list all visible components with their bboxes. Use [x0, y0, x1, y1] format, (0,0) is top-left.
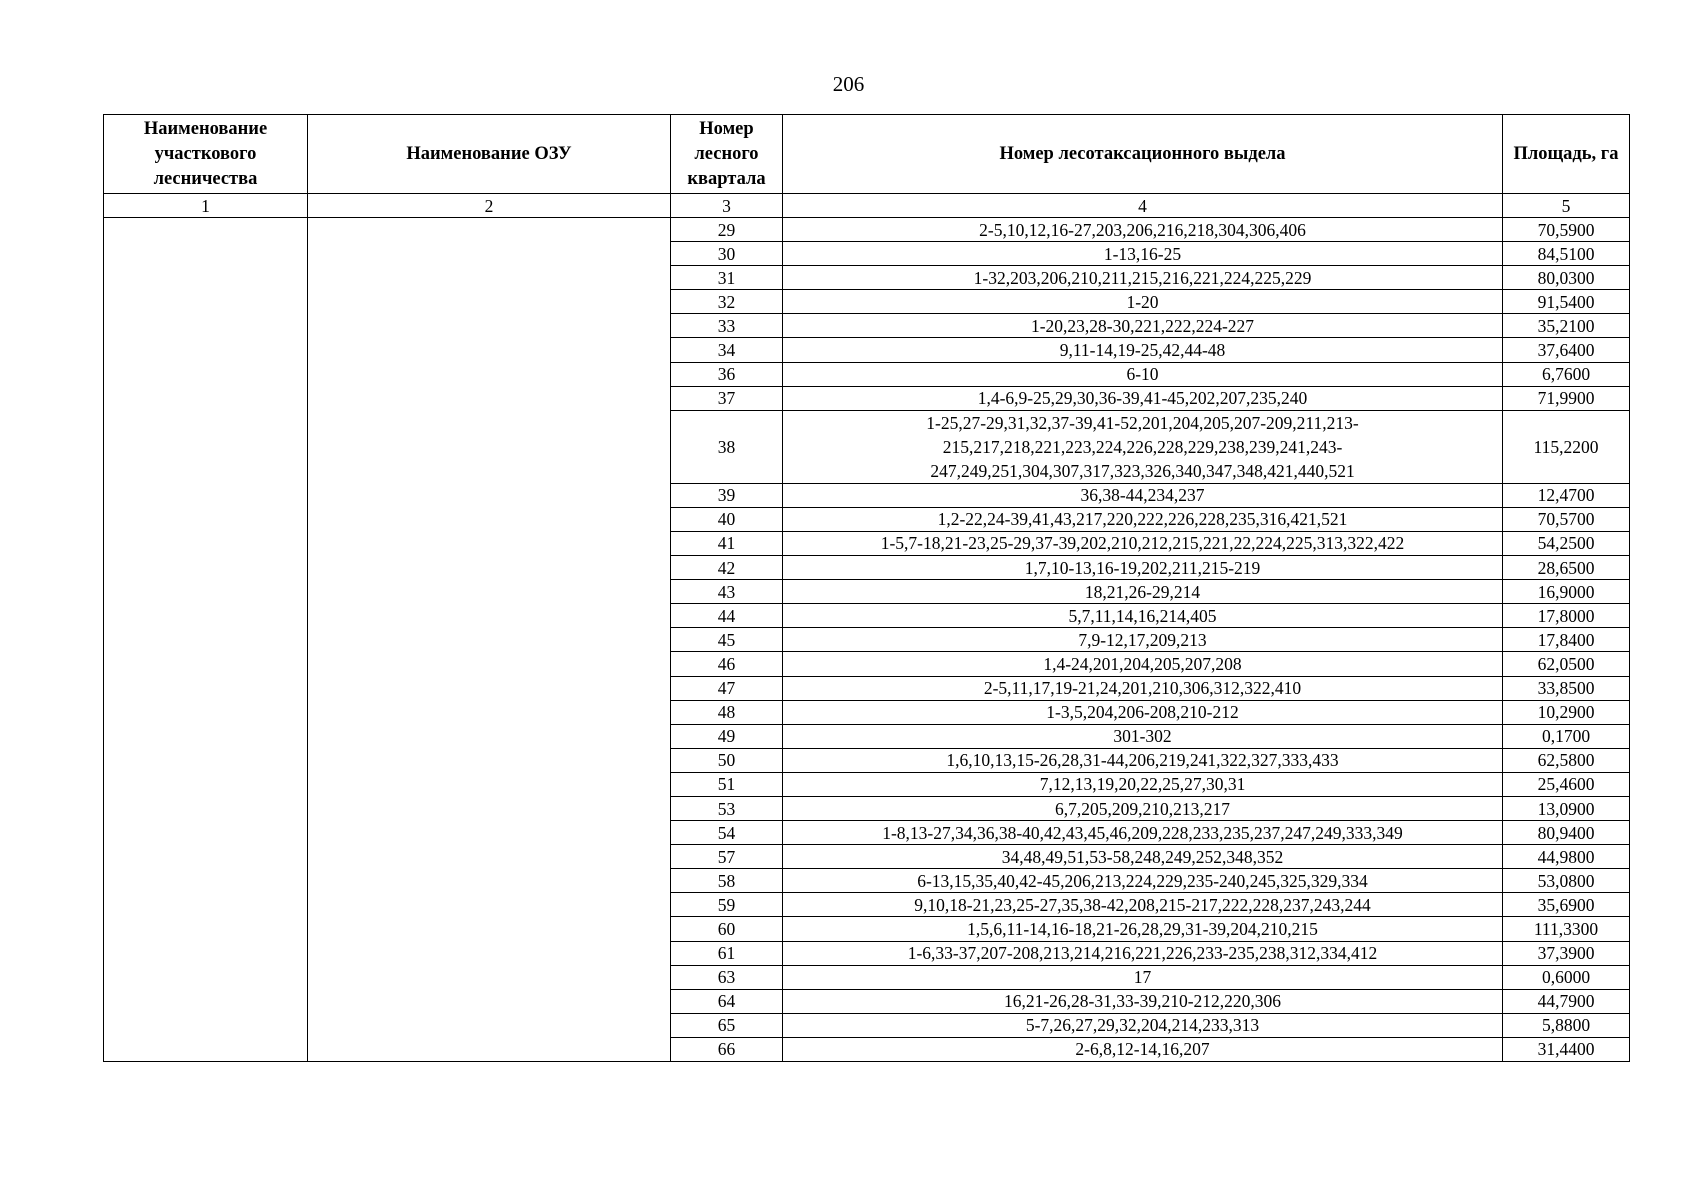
plots-cell: 1,4-6,9-25,29,30,36-39,41-45,202,207,235,240	[783, 386, 1503, 410]
area-cell: 70,5700	[1503, 507, 1630, 531]
plots-cell: 7,9-12,17,209,213	[783, 628, 1503, 652]
quarter-cell: 32	[671, 290, 783, 314]
plots-cell: 18,21,26-29,214	[783, 580, 1503, 604]
forest-plots-table	[103, 114, 1630, 1062]
quarter-cell: 65	[671, 1013, 783, 1037]
quarter-cell: 39	[671, 483, 783, 507]
quarter-cell: 46	[671, 652, 783, 676]
plots-cell: 6,7,205,209,210,213,217	[783, 796, 1503, 820]
plots-cell: 1-8,13-27,34,36,38-40,42,43,45,46,209,228,233,235,237,247,249,333,349	[783, 821, 1503, 845]
quarter-cell: 53	[671, 796, 783, 820]
ozu-name-cell	[308, 218, 671, 1062]
area-cell: 33,8500	[1503, 676, 1630, 700]
column-number: 4	[783, 194, 1503, 218]
plots-cell: 1-6,33-37,207-208,213,214,216,221,226,233-235,238,312,334,412	[783, 941, 1503, 965]
table-body	[104, 218, 1630, 1062]
quarter-cell: 63	[671, 965, 783, 989]
quarter-cell: 37	[671, 386, 783, 410]
plots-cell: 5-7,26,27,29,32,204,214,233,313	[783, 1013, 1503, 1037]
area-cell: 91,5400	[1503, 290, 1630, 314]
area-cell: 35,2100	[1503, 314, 1630, 338]
plots-cell: 16,21-26,28-31,33-39,210-212,220,306	[783, 989, 1503, 1013]
area-cell: 71,9900	[1503, 386, 1630, 410]
quarter-cell: 29	[671, 218, 783, 242]
plots-cell: 2-5,10,12,16-27,203,206,216,218,304,306,406	[783, 218, 1503, 242]
area-cell: 6,7600	[1503, 362, 1630, 386]
column-number-row	[104, 194, 1630, 218]
quarter-cell: 57	[671, 845, 783, 869]
plots-cell: 1,6,10,13,15-26,28,31-44,206,219,241,322,327,333,433	[783, 748, 1503, 772]
area-cell: 44,7900	[1503, 989, 1630, 1013]
header-ozu-name: Наименование ОЗУ	[308, 115, 671, 194]
quarter-cell: 58	[671, 869, 783, 893]
area-cell: 31,4400	[1503, 1037, 1630, 1061]
area-cell: 80,9400	[1503, 821, 1630, 845]
quarter-cell: 59	[671, 893, 783, 917]
plots-cell: 6-13,15,35,40,42-45,206,213,224,229,235-240,245,325,329,334	[783, 869, 1503, 893]
quarter-cell: 60	[671, 917, 783, 941]
header-area: Площадь, га	[1503, 115, 1630, 194]
quarter-cell: 51	[671, 772, 783, 796]
plots-cell: 6-10	[783, 362, 1503, 386]
quarter-cell: 40	[671, 507, 783, 531]
plots-cell: 1-13,16-25	[783, 242, 1503, 266]
quarter-cell: 50	[671, 748, 783, 772]
area-cell: 17,8400	[1503, 628, 1630, 652]
area-cell: 0,6000	[1503, 965, 1630, 989]
plots-cell: 1-20,23,28-30,221,222,224-227	[783, 314, 1503, 338]
plots-cell: 5,7,11,14,16,214,405	[783, 604, 1503, 628]
area-cell: 70,5900	[1503, 218, 1630, 242]
plots-cell: 17	[783, 965, 1503, 989]
area-cell: 5,8800	[1503, 1013, 1630, 1037]
area-cell: 44,9800	[1503, 845, 1630, 869]
column-number: 3	[671, 194, 783, 218]
header-plot-number: Номер лесотаксационного выдела	[783, 115, 1503, 194]
plots-cell: 36,38-44,234,237	[783, 483, 1503, 507]
plots-cell: 1,5,6,11-14,16-18,21-26,28,29,31-39,204,210,215	[783, 917, 1503, 941]
quarter-cell: 48	[671, 700, 783, 724]
area-cell: 13,0900	[1503, 796, 1630, 820]
table-row	[104, 218, 1630, 242]
plots-cell: 301-302	[783, 724, 1503, 748]
column-number: 5	[1503, 194, 1630, 218]
plots-cell: 34,48,49,51,53-58,248,249,252,348,352	[783, 845, 1503, 869]
area-cell: 10,2900	[1503, 700, 1630, 724]
quarter-cell: 44	[671, 604, 783, 628]
column-number: 1	[104, 194, 308, 218]
plots-cell: 2-5,11,17,19-21,24,201,210,306,312,322,410	[783, 676, 1503, 700]
area-cell: 62,0500	[1503, 652, 1630, 676]
header-forestry-name: Наименование участкового лесничества	[104, 115, 308, 194]
area-cell: 28,6500	[1503, 556, 1630, 580]
plots-cell: 9,11-14,19-25,42,44-48	[783, 338, 1503, 362]
area-cell: 37,3900	[1503, 941, 1630, 965]
quarter-cell: 49	[671, 724, 783, 748]
area-cell: 111,3300	[1503, 917, 1630, 941]
quarter-cell: 38	[671, 410, 783, 483]
plots-cell: 1,7,10-13,16-19,202,211,215-219	[783, 556, 1503, 580]
plots-cell: 1,4-24,201,204,205,207,208	[783, 652, 1503, 676]
quarter-cell: 45	[671, 628, 783, 652]
quarter-cell: 54	[671, 821, 783, 845]
area-cell: 17,8000	[1503, 604, 1630, 628]
area-cell: 80,0300	[1503, 266, 1630, 290]
header-quarter-number: Номер лесного квартала	[671, 115, 783, 194]
area-cell: 54,2500	[1503, 531, 1630, 555]
quarter-cell: 41	[671, 531, 783, 555]
area-cell: 37,6400	[1503, 338, 1630, 362]
plots-cell: 1-25,27-29,31,32,37-39,41-52,201,204,205,207-209,211,213-215,217,218,221,223,224,226,228,229,238,239,241,243-247,249,251,304,307,317,323,326,340,347,348,421,440,521	[783, 410, 1503, 483]
plots-cell: 7,12,13,19,20,22,25,27,30,31	[783, 772, 1503, 796]
area-cell: 0,1700	[1503, 724, 1630, 748]
area-cell: 62,5800	[1503, 748, 1630, 772]
plots-cell: 1-20	[783, 290, 1503, 314]
plots-cell: 9,10,18-21,23,25-27,35,38-42,208,215-217,222,228,237,243,244	[783, 893, 1503, 917]
area-cell: 12,4700	[1503, 483, 1630, 507]
quarter-cell: 34	[671, 338, 783, 362]
plots-cell: 2-6,8,12-14,16,207	[783, 1037, 1503, 1061]
column-number: 2	[308, 194, 671, 218]
quarter-cell: 47	[671, 676, 783, 700]
quarter-cell: 31	[671, 266, 783, 290]
plots-cell: 1-5,7-18,21-23,25-29,37-39,202,210,212,215,221,22,224,225,313,322,422	[783, 531, 1503, 555]
area-cell: 25,4600	[1503, 772, 1630, 796]
quarter-cell: 43	[671, 580, 783, 604]
page-number: 206	[832, 72, 865, 96]
area-cell: 53,0800	[1503, 869, 1630, 893]
quarter-cell: 30	[671, 242, 783, 266]
plots-cell: 1-32,203,206,210,211,215,216,221,224,225,229	[783, 266, 1503, 290]
quarter-cell: 61	[671, 941, 783, 965]
area-cell: 115,2200	[1503, 410, 1630, 483]
area-cell: 16,9000	[1503, 580, 1630, 604]
quarter-cell: 33	[671, 314, 783, 338]
table-header-row	[104, 115, 1630, 194]
quarter-cell: 64	[671, 989, 783, 1013]
forestry-name-cell	[104, 218, 308, 1062]
quarter-cell: 42	[671, 556, 783, 580]
plots-cell: 1-3,5,204,206-208,210-212	[783, 700, 1503, 724]
area-cell: 35,6900	[1503, 893, 1630, 917]
plots-cell: 1,2-22,24-39,41,43,217,220,222,226,228,235,316,421,521	[783, 507, 1503, 531]
area-cell: 84,5100	[1503, 242, 1630, 266]
quarter-cell: 66	[671, 1037, 783, 1061]
quarter-cell: 36	[671, 362, 783, 386]
